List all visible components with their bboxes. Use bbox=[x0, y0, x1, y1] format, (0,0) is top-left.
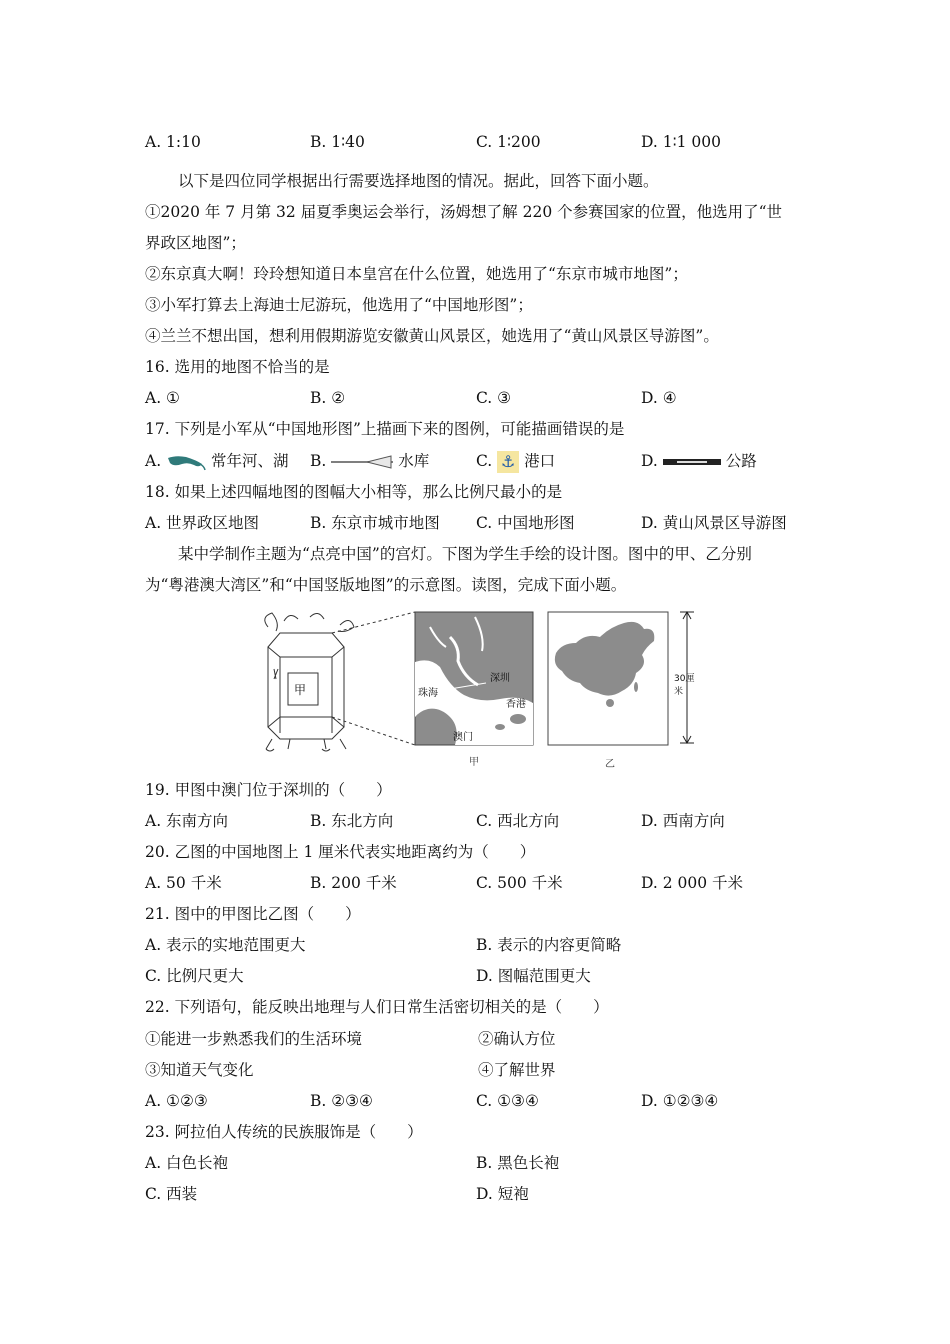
q22-statement-2: ②确认方位 bbox=[478, 1030, 556, 1048]
q17-b-prefix: B. bbox=[310, 452, 327, 470]
q18-option-d: D. 黄山风景区导游图 bbox=[641, 514, 787, 532]
q20-option-c: C. 500 千米 bbox=[476, 874, 563, 892]
q18-option-a: A. 世界政区地图 bbox=[145, 514, 260, 532]
lantern-mark-jia: 甲 bbox=[294, 683, 307, 697]
q17-option-b bbox=[310, 450, 429, 472]
q16-option-c: C. ③ bbox=[476, 389, 512, 407]
bay-area-map bbox=[415, 612, 533, 745]
caption-yi: 乙 bbox=[605, 759, 615, 770]
q17-c-prefix: C. bbox=[476, 452, 493, 470]
q21-option-a: A. 表示的实地范围更大 bbox=[145, 936, 306, 954]
label-zhuhai: 珠海 bbox=[418, 688, 438, 699]
q21-stem: 21. 图中的甲图比乙图（ ） bbox=[145, 905, 361, 923]
q22-option-a: A. ①②③ bbox=[145, 1092, 208, 1110]
q15-option-c: C. 1∶200 bbox=[476, 133, 541, 151]
q17-c-text: 港口 bbox=[524, 452, 556, 470]
q16-option-b: B. ② bbox=[310, 389, 346, 407]
caption-jia: 甲 bbox=[469, 757, 479, 768]
q16-option-d: D. ④ bbox=[641, 389, 677, 407]
q23-option-b: B. 黑色长袍 bbox=[476, 1154, 560, 1172]
q19-option-a: A. 东南方向 bbox=[145, 812, 229, 830]
q15-option-b: B. 1∶40 bbox=[310, 133, 365, 151]
q17-a-prefix: A. bbox=[145, 452, 162, 470]
q16-option-a: A. ① bbox=[145, 389, 180, 407]
lantern-intro-line-2: 为“粤港澳大湾区”和“中国竖版地图”的示意图。读图，完成下面小题。 bbox=[145, 576, 627, 594]
q17-a-text: 常年河、湖 bbox=[211, 452, 289, 470]
q15-option-a: A. 1:10 bbox=[145, 133, 201, 151]
q20-stem: 20. 乙图的中国地图上 1 厘米代表实地距离约为（ ） bbox=[145, 843, 536, 861]
q23-stem: 23. 阿拉伯人传统的民族服饰是（ ） bbox=[145, 1123, 423, 1141]
q17-option-a bbox=[145, 450, 289, 472]
q19-option-d: D. 西南方向 bbox=[641, 812, 725, 830]
label-scale: 30厘米 bbox=[674, 674, 695, 697]
q19-option-b: B. 东北方向 bbox=[310, 812, 394, 830]
section-intro: 以下是四位同学根据出行需要选择地图的情况。据此，回答下面小题。 bbox=[178, 172, 659, 190]
q23-option-a: A. 白色长袍 bbox=[145, 1154, 229, 1172]
q23-option-c: C. 西装 bbox=[145, 1185, 198, 1203]
q18-stem: 18. 如果上述四幅地图的图幅大小相等，那么比例尺最小的是 bbox=[145, 483, 563, 501]
q17-b-text: 水库 bbox=[398, 452, 430, 470]
q22-statement-3: ③知道天气变化 bbox=[145, 1061, 254, 1079]
q20-option-a: A. 50 千米 bbox=[145, 874, 222, 892]
q17-option-d bbox=[641, 450, 757, 472]
q17-d-prefix: D. bbox=[641, 452, 658, 470]
q22-statement-1: ①能进一步熟悉我们的生活环境 bbox=[145, 1030, 363, 1048]
q22-option-c: C. ①③④ bbox=[476, 1092, 539, 1110]
q22-option-d: D. ①②③④ bbox=[641, 1092, 719, 1110]
item-1-line-2: 界政区地图”； bbox=[145, 234, 246, 252]
lantern-figure-drawing bbox=[250, 607, 700, 767]
q23-option-d: D. 短袍 bbox=[476, 1185, 529, 1203]
q17-option-c bbox=[476, 450, 555, 473]
q22-statement-4: ④了解世界 bbox=[478, 1061, 556, 1079]
label-macau: 澳门 bbox=[453, 732, 473, 743]
q17-d-text: 公路 bbox=[725, 452, 757, 470]
china-map bbox=[548, 612, 668, 745]
highway-icon bbox=[663, 457, 721, 467]
item-2: ②东京真大啊！玲玲想知道日本皇宫在什么位置，她选用了“东京市城市地图”； bbox=[145, 265, 688, 283]
anchor-icon: ⚓ bbox=[497, 451, 519, 473]
q21-option-c: C. 比例尺更大 bbox=[145, 967, 244, 985]
label-shenzhen: 深圳 bbox=[490, 673, 510, 684]
q15-option-d: D. 1∶1 000 bbox=[641, 133, 721, 151]
q16-stem: 16. 选用的地图不恰当的是 bbox=[145, 358, 330, 376]
q19-stem: 19. 甲图中澳门位于深圳的（ ） bbox=[145, 781, 392, 799]
item-1-line-1: ①2020 年 7 月第 32 届夏季奥运会举行，汤姆想了解 220 个参赛国家的位置，他选用了“世 bbox=[145, 203, 783, 221]
q22-option-b: B. ②③④ bbox=[310, 1092, 373, 1110]
item-3: ③小军打算去上海迪士尼游玩，他选用了“中国地形图”； bbox=[145, 296, 533, 314]
q22-stem: 22. 下列语句，能反映出地理与人们日常生活密切相关的是（ ） bbox=[145, 998, 609, 1016]
q20-option-b: B. 200 千米 bbox=[310, 874, 397, 892]
q19-option-c: C. 西北方向 bbox=[476, 812, 560, 830]
label-hongkong: 香港 bbox=[506, 699, 526, 710]
q21-option-b: B. 表示的内容更简略 bbox=[476, 936, 622, 954]
lake-river-icon bbox=[166, 452, 206, 472]
lantern-intro-line-1: 某中学制作主题为“点亮中国”的宫灯。下图为学生手绘的设计图。图中的甲、乙分别 bbox=[178, 545, 752, 563]
item-4: ④兰兰不想出国，想利用假期游览安徽黄山风景区，她选用了“黄山风景区导游图”。 bbox=[145, 327, 719, 345]
q18-option-c: C. 中国地形图 bbox=[476, 514, 575, 532]
q17-stem: 17. 下列是小军从“中国地形图”上描画下来的图例，可能描画错误的是 bbox=[145, 420, 625, 438]
lantern-drawing bbox=[265, 612, 415, 751]
reservoir-icon bbox=[331, 453, 393, 471]
q21-option-d: D. 图幅范围更大 bbox=[476, 967, 591, 985]
q18-option-b: B. 东京市城市地图 bbox=[310, 514, 440, 532]
lantern-figure bbox=[250, 607, 700, 770]
q20-option-d: D. 2 000 千米 bbox=[641, 874, 744, 892]
